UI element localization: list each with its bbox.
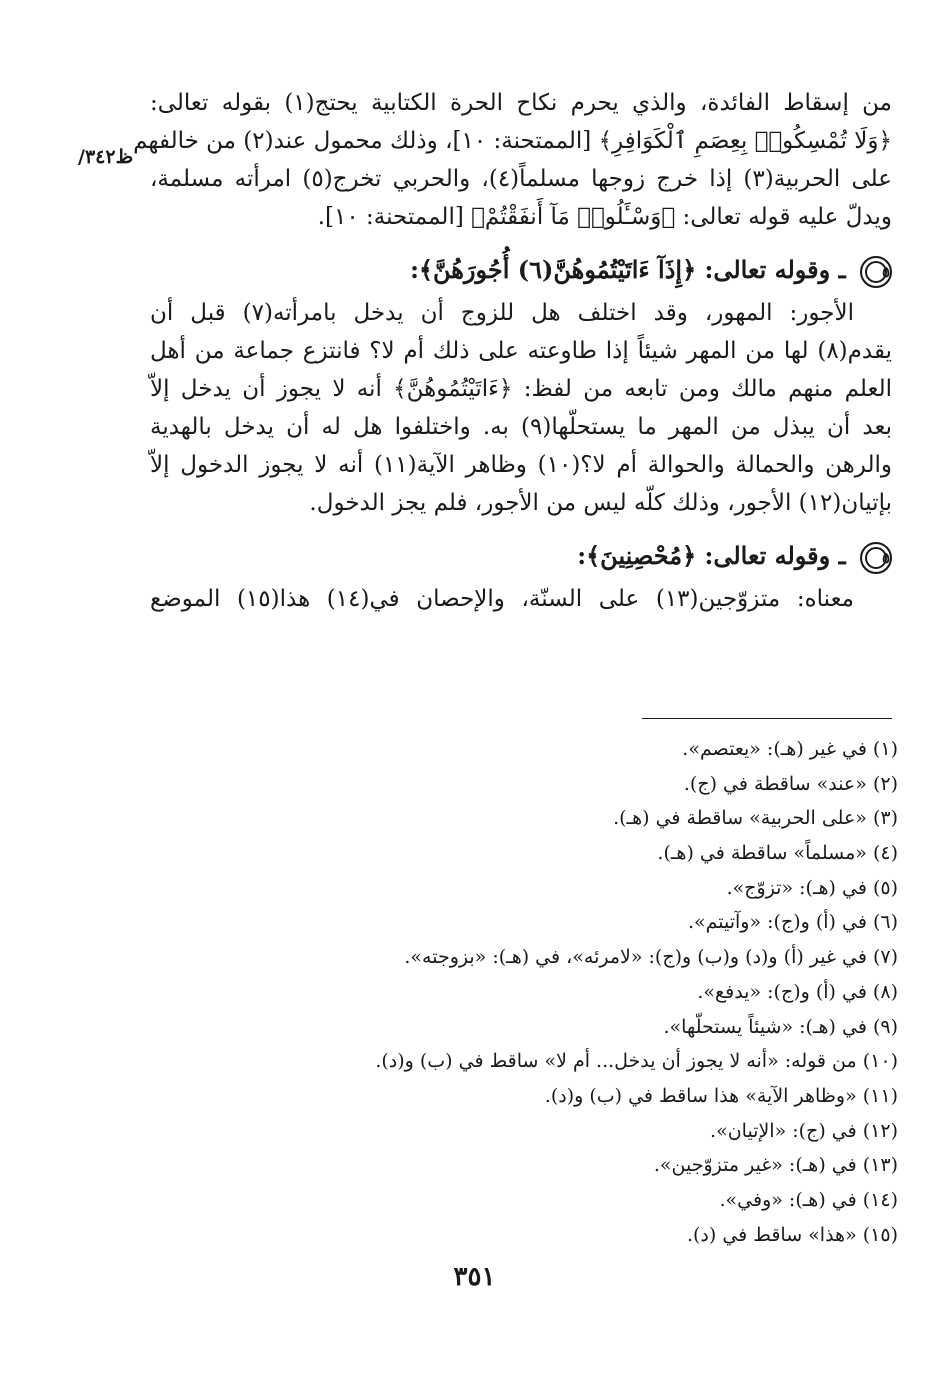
footnote: (٢) «عند» ساقطة في (ج). [683, 772, 898, 795]
text-line: بعد أن يبذل من المهر ما يستحلّها(٩) به. واختلفوا هل له أن يدخل بالهدية [150, 414, 892, 440]
text-line: من إسقاط الفائدة، والذي يحرم نكاح الحرة الكتابية يحتج(١) بقوله تعالى: [150, 90, 892, 116]
section-heading-text: ـ وقوله تعالى: ﴿مُحْصِنِينَ﴾: [577, 541, 846, 570]
footnote: (١٢) في (ج): «الإتيان». [710, 1119, 898, 1142]
section-heading-text: ـ وقوله تعالى: ﴿إِذَآ ءَاتَيْتُمُوهُنَّ(٦) أُجُورَهُنَّ﴾: [410, 255, 846, 284]
text-line: معناه: متزوّجين(١٣) على السنّة، والإحصان في(١٤) هذا(١٥) الموضع [150, 586, 854, 612]
verse-ornament-icon: ٥ [860, 256, 892, 288]
text-line: الأجور: المهور، وقد اختلف هل للزوج أن يدخل بامرأته(٧) قبل أن [150, 300, 854, 326]
manuscript-folio-marker: ظ٣٤٢/ [78, 146, 134, 168]
footnote: (١٣) في (هـ): «غير متزوّجين». [653, 1154, 898, 1177]
section-paragraph [150, 580, 892, 618]
footnote: (١٤) في (هـ): «وفي». [719, 1188, 898, 1211]
footnote: (١١) «وظاهر الآية» هذا ساقط في (ب) و(د). [544, 1084, 898, 1107]
footnote: (٧) في غير (أ) و(د) و(ب) و(ج): «لامرئه»، في (هـ): «بزوجته». [404, 946, 898, 969]
text-line: والرهن والحمالة والحوالة أم لا؟(١٠) وظاهر الآية(١١) أنه لا يجوز الدخول إلاّ [150, 452, 892, 478]
main-text [133, 84, 892, 618]
footnote: (٣) «على الحربية» ساقطة في (هـ). [613, 807, 898, 830]
footnote: (١) في غير (هـ): «يعتصم». [682, 738, 898, 760]
text-line: ويدلّ عليه قوله تعالى: ﴿وَسْـَٔلُوا۟ مَآ أَنفَقْتُمْ﴾ [الممتحنة: ١٠]. [317, 204, 892, 230]
footnote: (٦) في (أ) و(ج): «وآتيتم». [687, 911, 898, 934]
text-line: ﴿وَلَا تُمْسِكُوا۟ بِعِصَمِ ٱلْكَوَافِرِ﴾ [الممتحنة: ١٠]، وذلك محمول عند(٢) من خالفهم [133, 128, 892, 154]
text-line: العلم منهم مالك ومن تابعه من لفظ: ﴿ءَاتَيْتُمُوهُنَّ﴾ أنه لا يجوز أن يدخل إلاّ [150, 376, 892, 402]
text-line: يقدم(٨) لها من المهر شيئاً إذا طاوعته على ذلك أم لا؟ فانتزع جماعة من أهل [150, 338, 892, 364]
footnote-separator [642, 718, 892, 719]
footnote: (٤) «مسلماً» ساقطة في (هـ). [657, 842, 898, 865]
section-paragraph [150, 294, 892, 522]
footnote: (١٥) «هذا» ساقط في (د). [686, 1223, 898, 1246]
footnote: (١٠) من قوله: «أنه لا يجوز أن يدخل... أم لا» ساقط في (ب) و(د). [375, 1050, 898, 1073]
section-heading [150, 250, 892, 290]
section-heading [150, 536, 892, 576]
footnote: (٥) في (هـ): «تزوّج». [726, 876, 898, 899]
footnote: (٨) في (أ) و(ج): «يدفع». [697, 980, 898, 1003]
page-number: ٣٥١ [453, 1262, 496, 1292]
footnote: (٩) في (هـ): «شيئاً يستحلّها». [663, 1015, 898, 1038]
text-line: بإتيان(١٢) الأجور، وذلك كلّه ليس من الأجور، فلم يجز الدخول. [309, 490, 892, 516]
footnotes [150, 732, 898, 1252]
text-line: على الحربية(٣) إذا خرج زوجها مسلماً(٤)، والحربي تخرج(٥) امرأته مسلمة، [150, 166, 892, 192]
verse-ornament-icon: ٥ [860, 542, 892, 574]
